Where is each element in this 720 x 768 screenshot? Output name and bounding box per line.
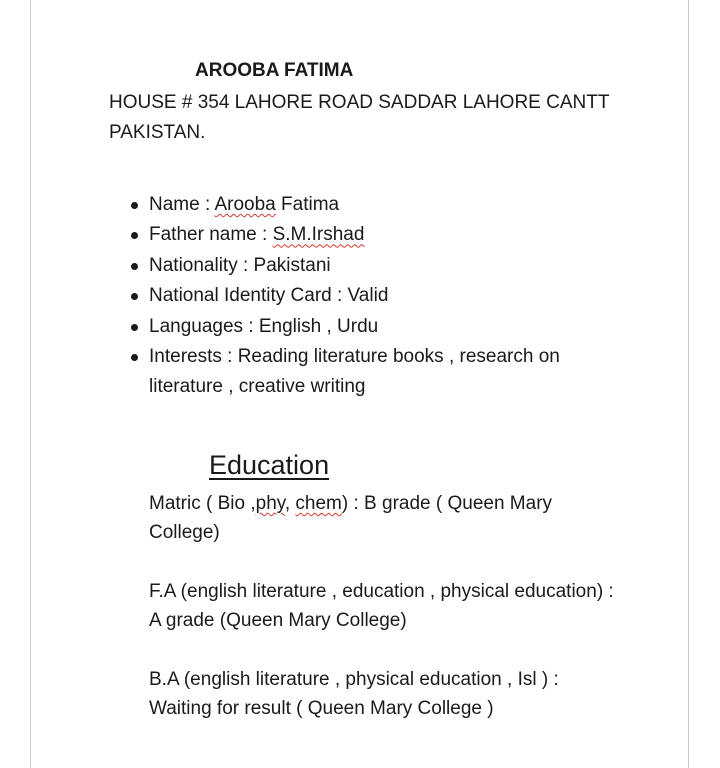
detail-value: Pakistani [253,254,331,276]
detail-value: Valid [347,285,389,307]
detail-value-misspelled: Arooba [214,194,276,215]
bullet-icon [131,232,138,239]
detail-interests [109,342,629,403]
detail-value: English , Urdu [258,315,379,337]
resume-name-heading: AROOBA FATIMA [195,60,354,81]
education-entry-ba: B.A (english literature , physical education , Isl ) : Waiting for result ( Queen Mary College ) [149,669,559,719]
detail-nationality [109,251,629,281]
education-heading: Education [209,450,330,480]
entry-text: , [284,493,296,514]
entry-word-misspelled: chem [295,493,342,514]
right-margin [688,0,720,768]
left-margin [0,0,31,768]
bullet-icon [131,354,138,361]
address-line: HOUSE # 354 LAHORE ROAD SADDAR LAHORE CANTT PAKISTAN. [109,92,610,143]
detail-national-id [109,281,629,311]
entry-word-misspelled: phy [255,493,285,514]
detail-languages [109,312,629,342]
detail-label: Languages : [149,315,259,337]
entry-text: ) : B grade ( Queen Mary College) [149,493,553,543]
entry-text: Matric ( Bio , [149,493,256,514]
detail-value: Reading literature books , research on literature , creative writing [149,346,560,398]
detail-name [109,190,629,220]
detail-label: Nationality : [149,254,254,276]
education-entry-fa: F.A (english literature , education , physical education) : A grade (Queen Mary College) [149,581,614,631]
detail-label: Interests : [149,346,238,368]
bullet-icon [131,293,138,300]
detail-label: Name : [149,194,215,215]
detail-father-name [109,220,629,250]
bullet-icon [131,324,138,331]
detail-value-misspelled: S.M.Irshad [272,224,365,246]
document-page[interactable] [31,0,688,768]
personal-details-list [109,190,629,403]
detail-value-suffix: Fatima [275,194,340,215]
education-entry-matric [149,489,619,547]
bullet-icon [131,263,138,270]
bullet-icon [131,202,138,209]
detail-label: Father name : [149,224,273,246]
detail-label: National Identity Card : [149,285,348,307]
